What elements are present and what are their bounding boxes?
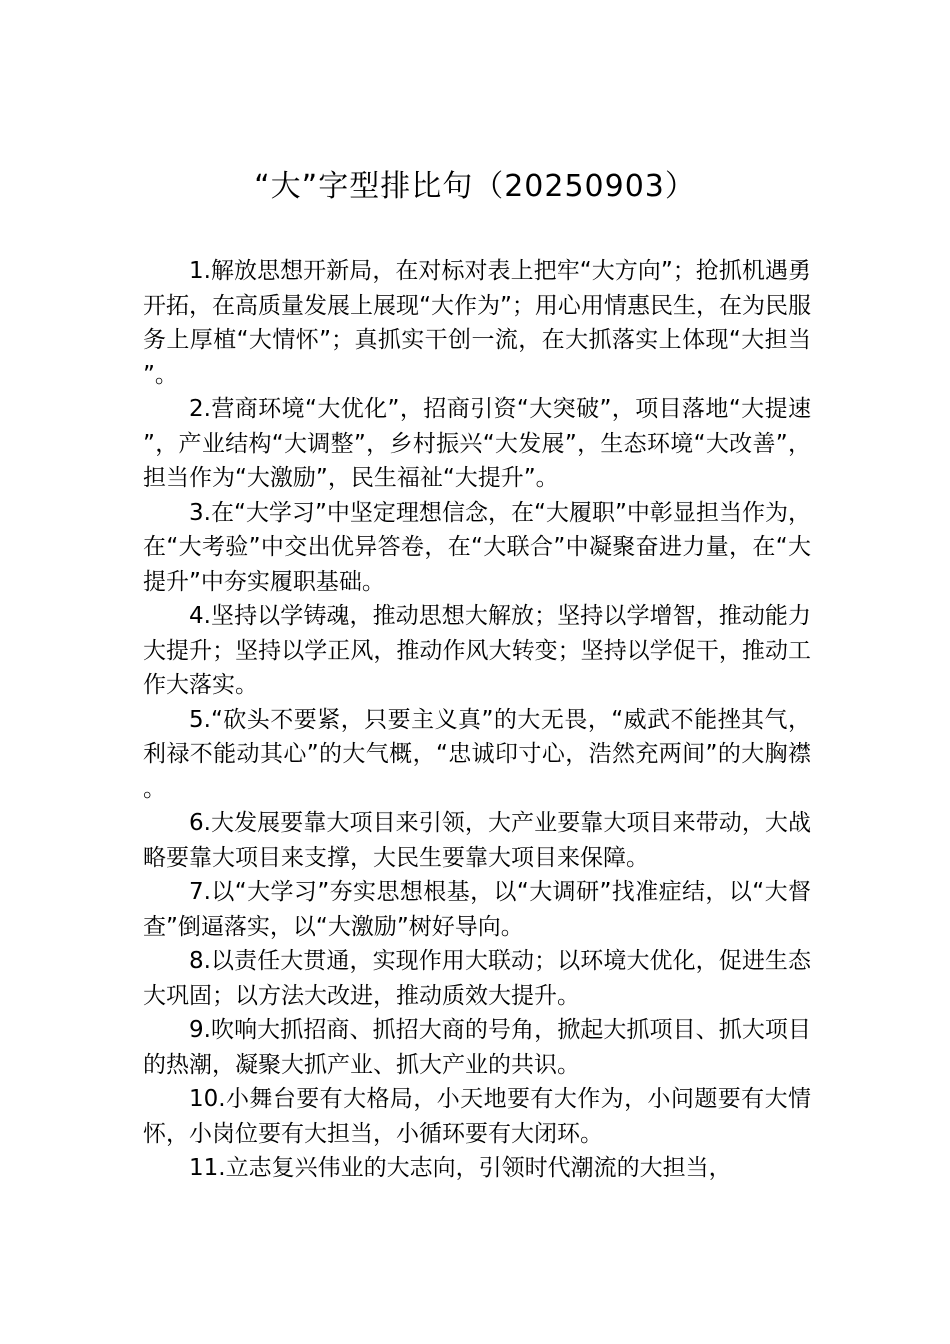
paragraph-2: 2.营商环境“大优化”，招商引资“大突破”，项目落地“大提速”，产业结构“大调整”，乡村振兴“大发展”，生态环境“大改善”，担当作为“大激励”，民生福祉“大提升”。 xyxy=(143,396,811,491)
paragraph-7: 7.以“大学习”夯实思想根基，以“大调研”找准症结，以“大督查”倒逼落实，以“大激励”树好导向。 xyxy=(143,879,811,940)
paragraph-4: 4.坚持以学铸魂，推动思想大解放；坚持以学增智，推动能力大提升；坚持以学正风，推动作风大转变；坚持以学促干，推动工作大落实。 xyxy=(143,603,811,698)
document-title: “大”字型排比句（20250903） xyxy=(254,169,696,204)
paragraph-9: 9.吹响大抓招商、抓招大商的号角，掀起大抓项目、抓大项目的热潮，凝聚大抓产业、抓大产业的共识。 xyxy=(143,1017,811,1078)
paragraph-10: 10.小舞台要有大格局，小天地要有大作为，小问题要有大情怀，小岗位要有大担当，小循环要有大闭环。 xyxy=(143,1086,811,1147)
paragraph-11: 11.立志复兴伟业的大志向，引领时代潮流的大担当， xyxy=(189,1155,732,1181)
paragraph-8: 8.以责任大贯通，实现作用大联动；以环境大优化，促进生态大巩固；以方法大改进，推动质效大提升。 xyxy=(143,948,811,1009)
paragraph-5: 5.“砍头不要紧，只要主义真”的大无畏，“威武不能挫其气，利禄不能动其心”的大气概，“忠诚印寸心，浩然充两间”的大胸襟。 xyxy=(143,706,811,802)
paragraph-1: 1.解放思想开新局，在对标对表上把牢“大方向”；抢抓机遇勇开拓，在高质量发展上展现“大作为”；用心用情惠民生，在为民服务上厚植“大情怀”；真抓实干创一流，在大抓落实上体现“大担当”。 xyxy=(143,258,811,388)
document-body xyxy=(143,254,811,1186)
paragraph-6: 6.大发展要靠大项目来引领，大产业要靠大项目来带动，大战略要靠大项目来支撑，大民生要靠大项目来保障。 xyxy=(143,810,811,871)
paragraph-3: 3.在“大学习”中坚定理想信念，在“大履职”中彰显担当作为，在“大考验”中交出优异答卷，在“大联合”中凝聚奋进力量，在“大提升”中夯实履职基础。 xyxy=(143,499,811,595)
